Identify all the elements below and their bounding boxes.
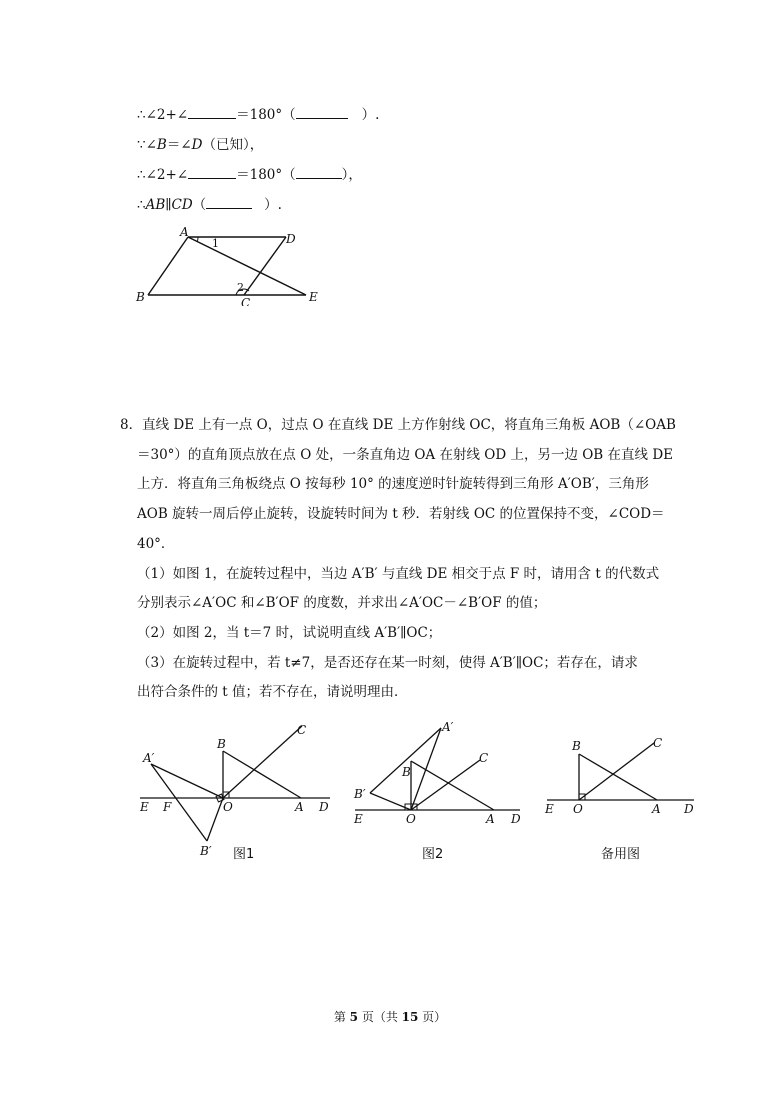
fig1-b-label: B	[217, 737, 226, 751]
footer-prefix: 第	[333, 1010, 350, 1024]
segment-ab: AB	[145, 197, 166, 213]
answer-blank[interactable]	[206, 196, 252, 209]
vertex-b-label: B	[136, 290, 145, 304]
figure-spare-caption: 备用图	[601, 847, 641, 862]
answer-blank[interactable]	[296, 106, 348, 119]
parallel-symbol: ∥	[165, 197, 172, 213]
proof-line-4-open: （	[192, 197, 207, 213]
proof-line-2-post: （已知），	[202, 137, 264, 153]
proof-line-2	[137, 133, 263, 153]
fig3-c-label: C	[653, 736, 663, 750]
proof-line-3	[137, 163, 362, 183]
answer-blank[interactable]	[296, 166, 342, 179]
vertex-d-label: D	[286, 232, 296, 246]
fig2-a-label: A	[486, 812, 495, 826]
proof-line-3-end: ），	[341, 167, 362, 183]
proof-line-4-end: ）.	[264, 197, 282, 213]
page-total: 15	[401, 1010, 419, 1024]
question-8-line-1: 8．直线 DE 上有一点 O，过点 O 在直线 DE 上方作射线 OC，将直角三角板 AOB（∠OAB	[120, 417, 676, 433]
proof-line-4-prefix: ∴	[137, 197, 146, 213]
fig2-b-prime-label: B′	[354, 787, 366, 801]
proof-line-4	[137, 193, 282, 213]
figure-2	[350, 718, 530, 833]
subquestion-3-line-2: 出符合条件的 t 值；若不存在，请说明理由．	[137, 684, 408, 701]
subquestion-2: （2）如图 2，当 t＝7 时，试说明直线 A′B′∥OC；	[137, 624, 442, 641]
figure-1	[135, 718, 335, 858]
proof-line-1-mid: ＝180°（	[236, 107, 296, 123]
proof-line-1	[137, 103, 379, 123]
angle-2-label: 2	[237, 281, 244, 294]
fig2-e-label: E	[354, 812, 363, 826]
fig2-b-label: B	[402, 765, 411, 779]
fig1-e-label: E	[140, 800, 149, 814]
proof-line-1-end: ）.	[361, 107, 380, 123]
footer-mid: 页（共	[358, 1010, 402, 1024]
angle-b-label: B	[156, 137, 167, 153]
fig3-a-label: A	[652, 802, 661, 816]
fig2-o-label: O	[406, 812, 416, 826]
fig1-a-prime-label: A′	[143, 751, 155, 765]
fig1-a-label: A	[295, 800, 304, 814]
proof-line-3-prefix: ∴∠2+∠	[137, 167, 189, 183]
vertex-c-label: C	[241, 296, 251, 306]
proof-line-2-eq: ＝∠	[166, 137, 192, 153]
fig3-e-label: E	[545, 802, 554, 816]
page-number: 5	[349, 1010, 358, 1024]
vertex-e-label: E	[309, 290, 318, 304]
fig1-o-label: O	[223, 800, 233, 814]
fig1-c-label: C	[297, 723, 307, 737]
fig2-d-label: D	[511, 812, 521, 826]
question-8-line-5: 40°．	[137, 535, 175, 552]
fig3-d-label: D	[684, 802, 694, 816]
figure-spare	[542, 732, 702, 822]
fig3-o-label: O	[573, 802, 583, 816]
subquestion-1-line-1: （1）如图 1，在旋转过程中，当边 A′B′ 与直线 DE 相交于点 F 时，请用含 t 的代数式	[137, 565, 660, 582]
fig1-b-prime-label: B′	[200, 844, 212, 858]
fig2-c-label: C	[479, 751, 489, 765]
subquestion-1-line-2: 分别表示∠A′OC 和∠B′OF 的度数，并求出∠A′OC－∠B′OF 的值；	[137, 595, 547, 612]
angle-1-label: 1	[212, 237, 219, 250]
vertex-a-label: A	[180, 226, 189, 239]
question-8-line-4: AOB 旋转一周后停止旋转，设旋转时间为 t 秒．若射线 OC 的位置保持不变，∠COD＝	[137, 506, 665, 523]
fig1-f-label: F	[163, 800, 172, 814]
question-8	[120, 411, 676, 708]
proof-line-2-prefix: ∵∠	[137, 137, 157, 153]
figure-2-caption: 图2	[422, 847, 444, 862]
fig1-d-label: D	[319, 800, 329, 814]
angle-d-label: D	[191, 137, 203, 153]
figure-1-caption: 图1	[233, 847, 255, 862]
proof-line-1-prefix: ∴∠2+∠	[137, 107, 189, 123]
figure-parallelogram	[130, 226, 330, 306]
question-8-line-2: ＝30°）的直角顶点放在点 O 处，一条直角边 OA 在射线 OD 上，另一边 OB 在直线 DE	[137, 446, 673, 463]
answer-blank[interactable]	[188, 166, 236, 179]
page-footer	[0, 1008, 780, 1025]
fig3-b-label: B	[572, 739, 581, 753]
footer-suffix: 页）	[418, 1010, 447, 1024]
answer-blank[interactable]	[188, 106, 236, 119]
segment-cd: CD	[171, 197, 193, 213]
subquestion-3-line-1: （3）在旋转过程中，若 t≠7，是否还存在某一时刻，使得 A′B′∥OC；若存在，请求	[137, 654, 638, 671]
proof-line-3-mid: ＝180°（	[236, 167, 296, 183]
fig2-a-prime-label: A′	[442, 720, 454, 734]
question-8-line-3: 上方．将直角三角板绕点 O 按每秒 10° 的速度逆时针旋转得到三角形 A′OB′，三角形	[137, 476, 649, 493]
